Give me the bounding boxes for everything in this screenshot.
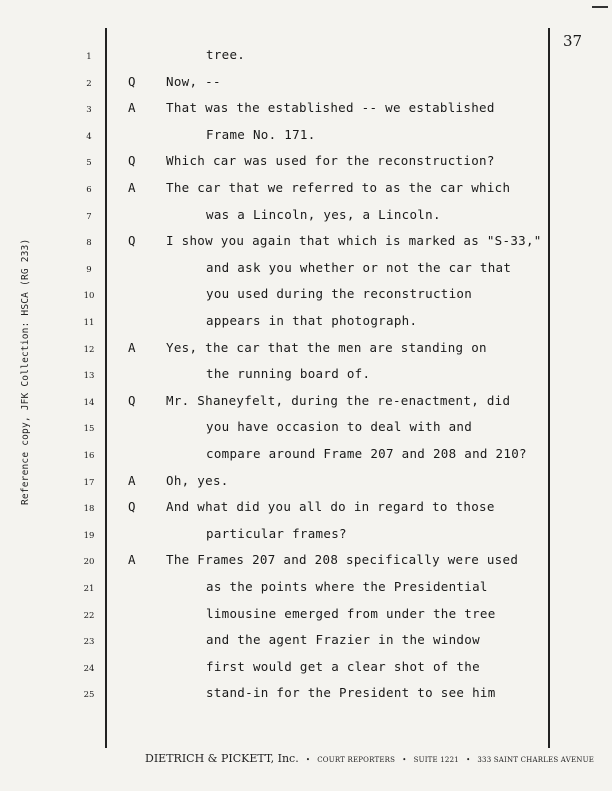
line-number: 2: [86, 78, 92, 89]
line-number: 18: [83, 504, 95, 515]
line-number: 21: [83, 584, 95, 594]
line-text: Which car was used for the reconstruction?: [166, 153, 495, 169]
line-number: 23: [83, 637, 95, 648]
transcript-line: [0, 336, 612, 362]
line-text: and ask you whether or not the car that: [206, 259, 512, 275]
transcript-line: [0, 362, 612, 388]
line-text: you used during the reconstruction: [206, 286, 473, 302]
line-text: limousine emerged from under the tree: [206, 605, 496, 621]
transcript-line: [0, 681, 612, 707]
transcript-line: [0, 415, 612, 441]
line-text: Oh, yes.: [166, 472, 229, 488]
speaker-label: Q: [128, 499, 136, 515]
speaker-label: Q: [128, 233, 136, 249]
line-number: 4: [86, 131, 92, 142]
line-text: tree.: [206, 47, 246, 62]
transcript-line: [0, 229, 612, 255]
speaker-label: Q: [128, 392, 136, 408]
line-number: 25: [83, 690, 95, 701]
line-number: 24: [83, 663, 95, 674]
line-number: 16: [83, 451, 95, 461]
line-text: compare around Frame 207 and 208 and 210?: [206, 446, 527, 461]
line-number: 22: [83, 610, 95, 621]
line-text: and the agent Frazier in the window: [206, 632, 480, 648]
line-text: I show you again that which is marked as "S-33,": [166, 233, 542, 249]
speaker-label: Q: [128, 153, 136, 169]
footer-address: 333 SAINT CHARLES AVENUE: [477, 756, 594, 764]
line-text: Mr. Shaneyfelt, during the re-enactment, did: [166, 392, 511, 408]
line-number: 13: [83, 371, 95, 382]
transcript-line: [0, 469, 612, 495]
line-text: appears in that photograph.: [206, 313, 418, 328]
speaker-label: A: [128, 472, 136, 488]
footer-separator: •: [466, 756, 471, 764]
line-number: 10: [83, 291, 95, 302]
line-number: 9: [86, 264, 92, 275]
footer-separator: •: [305, 756, 311, 764]
transcript-line: [0, 442, 612, 468]
line-text: The car that we referred to as the car which: [166, 180, 511, 195]
transcript-line: [0, 389, 612, 415]
speaker-label: A: [128, 100, 136, 116]
reference-side-label: Reference copy, JFK Collection: HSCA (RG 233): [20, 238, 31, 505]
transcript-line: [0, 96, 612, 122]
footer: [145, 752, 594, 765]
line-number: 11: [83, 318, 95, 328]
line-number: 1: [86, 52, 92, 62]
transcript-line: [0, 123, 612, 149]
transcript-line: [0, 149, 612, 175]
line-text: The Frames 207 and 208 specifically were used: [166, 552, 519, 568]
footer-separator: •: [402, 756, 407, 764]
transcript-line: [0, 282, 612, 308]
transcript-line: [0, 655, 612, 681]
line-number: 12: [83, 344, 95, 355]
transcript-line: [0, 43, 612, 69]
page-number: 37: [563, 32, 583, 50]
transcript-line: [0, 495, 612, 521]
transcript-line: [0, 548, 612, 574]
transcript-line: [0, 203, 612, 229]
speaker-label: A: [128, 552, 136, 568]
line-number: 5: [86, 158, 92, 169]
line-text: Frame No. 171.: [206, 126, 316, 142]
footer-role: COURT REPORTERS: [317, 756, 396, 764]
line-text: first would get a clear shot of the: [206, 658, 480, 674]
line-text: And what did you all do in regard to those: [166, 499, 495, 515]
speaker-label: A: [128, 339, 136, 355]
line-text: was a Lincoln, yes, a Lincoln.: [206, 206, 441, 222]
line-text: Now, --: [166, 73, 221, 89]
line-number: 19: [83, 530, 95, 541]
transcript-line: [0, 602, 612, 628]
line-text: you have occasion to deal with and: [206, 419, 473, 435]
speaker-label: A: [128, 180, 136, 195]
footer-suite: SUITE 1221: [413, 756, 459, 764]
line-number: 17: [83, 477, 95, 488]
line-text: stand-in for the President to see him: [206, 685, 496, 701]
footer-company: DIETRICH & PICKETT, Inc.: [145, 752, 299, 765]
transcript-line: [0, 309, 612, 335]
line-number: 3: [86, 105, 92, 116]
line-number: 14: [83, 397, 95, 408]
line-number: 6: [86, 185, 92, 195]
transcript-line: [0, 256, 612, 282]
line-number: 15: [83, 424, 95, 435]
line-number: 7: [86, 211, 92, 222]
transcript-line: [0, 628, 612, 654]
transcript-line: [0, 575, 612, 601]
line-text: particular frames?: [206, 525, 347, 541]
line-text: Yes, the car that the men are standing on: [166, 339, 487, 355]
line-text: the running board of.: [206, 366, 371, 382]
line-number: 20: [83, 557, 95, 568]
line-text: as the points where the Presidential: [206, 579, 488, 594]
transcript-line: [0, 70, 612, 96]
line-number: 8: [86, 238, 92, 249]
speaker-label: Q: [128, 73, 136, 89]
line-text: That was the established -- we established: [166, 100, 495, 116]
transcript-line: [0, 176, 612, 202]
transcript-line: [0, 522, 612, 548]
